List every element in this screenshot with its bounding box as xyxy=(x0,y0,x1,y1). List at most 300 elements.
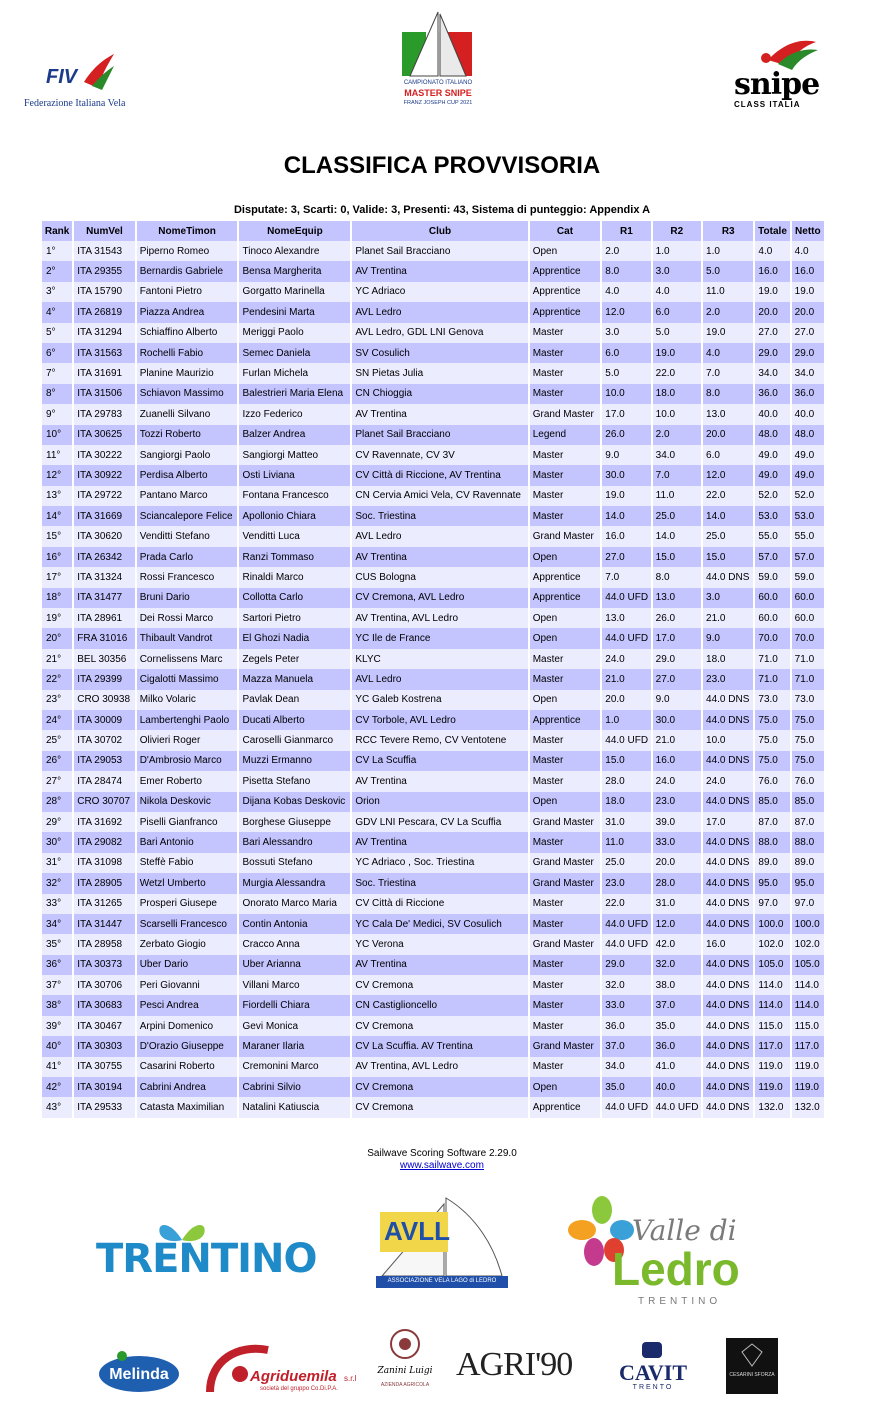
table-row xyxy=(42,751,824,771)
cell-cat: Master xyxy=(530,730,601,750)
cell-cat: Master xyxy=(530,323,601,343)
cell-totale: 119.0 xyxy=(755,1057,789,1077)
cell-netto: 117.0 xyxy=(792,1036,824,1056)
cell-netto: 53.0 xyxy=(792,506,824,526)
cell-r3: 44.0 DNS xyxy=(703,751,753,771)
cell-club: CV La Scuffia xyxy=(352,751,527,771)
cell-nometimon: Perdisa Alberto xyxy=(137,465,238,485)
table-row xyxy=(42,873,824,893)
cell-nometimon: D'Orazio Giuseppe xyxy=(137,1036,238,1056)
cell-r3: 6.0 xyxy=(703,445,753,465)
cell-r3: 15.0 xyxy=(703,547,753,567)
cell-nomeequip: Ranzi Tommaso xyxy=(239,547,350,567)
cell-totale: 60.0 xyxy=(755,588,789,608)
cell-r3: 24.0 xyxy=(703,771,753,791)
cell-netto: 19.0 xyxy=(792,282,824,302)
cell-r1: 35.0 xyxy=(602,1077,650,1097)
cell-club: YC Adriaco xyxy=(352,282,527,302)
cell-cat: Master xyxy=(530,445,601,465)
cell-netto: 85.0 xyxy=(792,792,824,812)
cell-nometimon: Bruni Dario xyxy=(137,588,238,608)
cell-nometimon: Prosperi Giusepe xyxy=(137,894,238,914)
cell-netto: 87.0 xyxy=(792,812,824,832)
cell-totale: 85.0 xyxy=(755,792,789,812)
table-row xyxy=(42,506,824,526)
snipe-logo xyxy=(728,36,852,112)
cell-cat: Master xyxy=(530,486,601,506)
sforza-logo xyxy=(726,1338,778,1394)
cell-numvel: ITA 30620 xyxy=(74,526,134,546)
cell-club: AV Trentina xyxy=(352,404,527,424)
cell-totale: 19.0 xyxy=(755,282,789,302)
cell-r2: 15.0 xyxy=(653,547,701,567)
cell-r2: 3.0 xyxy=(653,261,701,281)
cell-r1: 4.0 xyxy=(602,282,650,302)
cell-netto: 100.0 xyxy=(792,914,824,934)
cell-totale: 88.0 xyxy=(755,832,789,852)
cell-nomeequip: Fiordelli Chiara xyxy=(239,995,350,1015)
cell-rank: 30° xyxy=(42,832,72,852)
cell-rank: 25° xyxy=(42,730,72,750)
cell-club: CV Città di Riccione xyxy=(352,894,527,914)
cell-cat: Master xyxy=(530,343,601,363)
zanini-word: Zanini Luigi xyxy=(377,1366,433,1376)
cell-nometimon: Pesci Andrea xyxy=(137,995,238,1015)
cell-rank: 18° xyxy=(42,588,72,608)
cell-numvel: CRO 30707 xyxy=(74,792,134,812)
cell-netto: 57.0 xyxy=(792,547,824,567)
cell-club: CV Città di Riccione, AV Trentina xyxy=(352,465,527,485)
cell-club: AV Trentina xyxy=(352,547,527,567)
cell-r3: 25.0 xyxy=(703,526,753,546)
cell-rank: 2° xyxy=(42,261,72,281)
cell-netto: 71.0 xyxy=(792,669,824,689)
cell-nomeequip: Venditti Luca xyxy=(239,526,350,546)
snipe-logo-sub: CLASS ITALIA xyxy=(734,100,801,109)
cell-cat: Open xyxy=(530,547,601,567)
cell-r1: 28.0 xyxy=(602,771,650,791)
cell-totale: 89.0 xyxy=(755,853,789,873)
cell-nometimon: Tozzi Roberto xyxy=(137,425,238,445)
cell-cat: Master xyxy=(530,1016,601,1036)
cell-cat: Apprentice xyxy=(530,567,601,587)
cell-club: CV Cremona xyxy=(352,1097,527,1117)
table-row xyxy=(42,404,824,424)
cell-nomeequip: Bensa Margherita xyxy=(239,261,350,281)
cell-r3: 2.0 xyxy=(703,302,753,322)
cell-r3: 3.0 xyxy=(703,588,753,608)
melinda-logo xyxy=(98,1350,180,1394)
cell-nometimon: Arpini Domenico xyxy=(137,1016,238,1036)
table-row xyxy=(42,302,824,322)
cell-cat: Apprentice xyxy=(530,282,601,302)
cell-totale: 119.0 xyxy=(755,1077,789,1097)
results-table xyxy=(40,221,826,1118)
cell-numvel: ITA 30303 xyxy=(74,1036,134,1056)
cell-club: CN Cervia Amici Vela, CV Ravennate xyxy=(352,486,527,506)
cell-r1: 19.0 xyxy=(602,486,650,506)
cell-cat: Master xyxy=(530,914,601,934)
cell-club: RCC Tevere Remo, CV Ventotene xyxy=(352,730,527,750)
cell-r2: 24.0 xyxy=(653,771,701,791)
cell-nomeequip: Ducati Alberto xyxy=(239,710,350,730)
cell-totale: 34.0 xyxy=(755,363,789,383)
table-row xyxy=(42,425,824,445)
cell-r3: 9.0 xyxy=(703,628,753,648)
cell-cat: Grand Master xyxy=(530,853,601,873)
cell-numvel: ITA 28958 xyxy=(74,934,134,954)
cell-totale: 4.0 xyxy=(755,241,789,261)
cell-nomeequip: Bari Alessandro xyxy=(239,832,350,852)
cell-cat: Grand Master xyxy=(530,873,601,893)
valle-di-ledro-logo xyxy=(566,1196,776,1312)
table-row xyxy=(42,1057,824,1077)
cell-club: CV Cremona xyxy=(352,1077,527,1097)
cell-totale: 71.0 xyxy=(755,649,789,669)
cell-numvel: ITA 15790 xyxy=(74,282,134,302)
cell-netto: 95.0 xyxy=(792,873,824,893)
cell-r2: 10.0 xyxy=(653,404,701,424)
cell-r3: 44.0 DNS xyxy=(703,1057,753,1077)
cell-cat: Apprentice xyxy=(530,1097,601,1117)
cell-netto: 52.0 xyxy=(792,486,824,506)
cell-r3: 44.0 DNS xyxy=(703,853,753,873)
event-logo-line-1: CAMPIONATO ITALIANO xyxy=(403,80,473,86)
cell-rank: 35° xyxy=(42,934,72,954)
table-row xyxy=(42,975,824,995)
cell-totale: 76.0 xyxy=(755,771,789,791)
cell-r3: 19.0 xyxy=(703,323,753,343)
cell-totale: 29.0 xyxy=(755,343,789,363)
cell-rank: 23° xyxy=(42,690,72,710)
fiv-name: Federazione Italiana Vela xyxy=(24,98,126,109)
cell-r2: 33.0 xyxy=(653,832,701,852)
cell-cat: Open xyxy=(530,608,601,628)
table-row xyxy=(42,547,824,567)
cell-r1: 44.0 UFD xyxy=(602,934,650,954)
cell-r3: 8.0 xyxy=(703,384,753,404)
cell-club: AV Trentina xyxy=(352,832,527,852)
cell-cat: Grand Master xyxy=(530,934,601,954)
table-row xyxy=(42,526,824,546)
table-row xyxy=(42,1097,824,1117)
cell-numvel: ITA 28905 xyxy=(74,873,134,893)
cell-rank: 14° xyxy=(42,506,72,526)
cell-r3: 44.0 DNS xyxy=(703,832,753,852)
cell-cat: Master xyxy=(530,506,601,526)
cell-numvel: ITA 29355 xyxy=(74,261,134,281)
cell-nomeequip: Onorato Marco Maria xyxy=(239,894,350,914)
cell-cat: Open xyxy=(530,792,601,812)
cell-club: CUS Bologna xyxy=(352,567,527,587)
table-row xyxy=(42,445,824,465)
cell-cat: Grand Master xyxy=(530,812,601,832)
cell-r3: 1.0 xyxy=(703,241,753,261)
cell-r1: 37.0 xyxy=(602,1036,650,1056)
cell-r3: 12.0 xyxy=(703,465,753,485)
cell-nometimon: Cigalotti Massimo xyxy=(137,669,238,689)
cell-r3: 44.0 DNS xyxy=(703,567,753,587)
table-row xyxy=(42,792,824,812)
cell-r3: 44.0 DNS xyxy=(703,1016,753,1036)
cell-rank: 15° xyxy=(42,526,72,546)
cell-numvel: ITA 26342 xyxy=(74,547,134,567)
table-row xyxy=(42,588,824,608)
cell-numvel: ITA 31477 xyxy=(74,588,134,608)
cell-numvel: ITA 30922 xyxy=(74,465,134,485)
cell-netto: 88.0 xyxy=(792,832,824,852)
cell-r3: 44.0 DNS xyxy=(703,955,753,975)
cell-totale: 75.0 xyxy=(755,730,789,750)
cell-netto: 4.0 xyxy=(792,241,824,261)
cell-r1: 10.0 xyxy=(602,384,650,404)
agri90-word: AGRI'90 xyxy=(456,1346,573,1383)
cell-nometimon: Fantoni Pietro xyxy=(137,282,238,302)
cell-totale: 40.0 xyxy=(755,404,789,424)
event-logo xyxy=(392,10,484,114)
cell-cat: Master xyxy=(530,669,601,689)
cell-numvel: ITA 30755 xyxy=(74,1057,134,1077)
snipe-logo-word: snipe xyxy=(734,67,820,102)
cell-r1: 30.0 xyxy=(602,465,650,485)
cell-totale: 27.0 xyxy=(755,323,789,343)
cell-club: AVL Ledro xyxy=(352,669,527,689)
cell-cat: Master xyxy=(530,975,601,995)
cell-numvel: ITA 31669 xyxy=(74,506,134,526)
cell-r3: 44.0 DNS xyxy=(703,1077,753,1097)
cell-totale: 102.0 xyxy=(755,934,789,954)
cell-rank: 42° xyxy=(42,1077,72,1097)
cell-r1: 13.0 xyxy=(602,608,650,628)
cell-club: YC Verona xyxy=(352,934,527,954)
cell-r3: 44.0 DNS xyxy=(703,710,753,730)
cell-club: CN Castiglioncello xyxy=(352,995,527,1015)
cell-club: Planet Sail Bracciano xyxy=(352,241,527,261)
zanini-logo xyxy=(374,1326,436,1400)
cell-nometimon: Thibault Vandrot xyxy=(137,628,238,648)
agri90-logo xyxy=(456,1340,582,1390)
cell-nometimon: Wetzl Umberto xyxy=(137,873,238,893)
cell-totale: 16.0 xyxy=(755,261,789,281)
cell-totale: 95.0 xyxy=(755,873,789,893)
cell-numvel: ITA 29053 xyxy=(74,751,134,771)
cell-r3: 44.0 DNS xyxy=(703,792,753,812)
col-header-rank: Rank xyxy=(42,221,72,241)
cell-numvel: FRA 31016 xyxy=(74,628,134,648)
race-summary: Disputate: 3, Scarti: 0, Valide: 3, Presenti: 43, Sistema di punteggio: Appendix A xyxy=(233,204,651,216)
cell-netto: 34.0 xyxy=(792,363,824,383)
cell-nomeequip: Izzo Federico xyxy=(239,404,350,424)
cell-r1: 22.0 xyxy=(602,894,650,914)
cell-nomeequip: Balestrieri Maria Elena xyxy=(239,384,350,404)
cell-r2: 29.0 xyxy=(653,649,701,669)
cell-netto: 75.0 xyxy=(792,730,824,750)
cell-nometimon: Bernardis Gabriele xyxy=(137,261,238,281)
cell-numvel: ITA 30625 xyxy=(74,425,134,445)
cell-nometimon: Nikola Deskovic xyxy=(137,792,238,812)
avl-word: AVLL xyxy=(384,1216,450,1246)
cell-r1: 16.0 xyxy=(602,526,650,546)
cell-rank: 9° xyxy=(42,404,72,424)
sforza-word: CESARINI SFORZA xyxy=(729,1372,775,1378)
cell-rank: 39° xyxy=(42,1016,72,1036)
cell-rank: 17° xyxy=(42,567,72,587)
table-row xyxy=(42,1077,824,1097)
sforza-crest-icon xyxy=(726,1340,778,1370)
sail-icon xyxy=(392,10,484,114)
cell-nomeequip: Murgia Alessandra xyxy=(239,873,350,893)
sailwave-link[interactable]: www.sailwave.com xyxy=(400,1160,484,1171)
cell-numvel: ITA 30194 xyxy=(74,1077,134,1097)
cell-r1: 23.0 xyxy=(602,873,650,893)
col-header-netto: Netto xyxy=(792,221,824,241)
valle-line3: TRENTINO xyxy=(638,1296,722,1307)
agriduemila-suffix: s.r.l xyxy=(344,1374,357,1383)
agriduemila-sub: società del gruppo Co.Di.P.A. xyxy=(260,1386,338,1392)
cell-netto: 60.0 xyxy=(792,608,824,628)
cell-r2: 36.0 xyxy=(653,1036,701,1056)
cell-numvel: ITA 28961 xyxy=(74,608,134,628)
cell-numvel: ITA 31447 xyxy=(74,914,134,934)
cell-r2: 27.0 xyxy=(653,669,701,689)
cell-r2: 1.0 xyxy=(653,241,701,261)
cell-rank: 34° xyxy=(42,914,72,934)
zanini-seal-icon xyxy=(374,1326,436,1366)
cell-r3: 20.0 xyxy=(703,425,753,445)
cell-club: KLYC xyxy=(352,649,527,669)
cell-nomeequip: Uber Arianna xyxy=(239,955,350,975)
cell-cat: Master xyxy=(530,955,601,975)
cell-r3: 44.0 DNS xyxy=(703,914,753,934)
cell-r2: 8.0 xyxy=(653,567,701,587)
cell-r2: 26.0 xyxy=(653,608,701,628)
table-row xyxy=(42,995,824,1015)
cell-nometimon: Rochelli Fabio xyxy=(137,343,238,363)
cell-nomeequip: Bossuti Stefano xyxy=(239,853,350,873)
cell-nomeequip: Borghese Giuseppe xyxy=(239,812,350,832)
cell-nomeequip: Tinoco Alexandre xyxy=(239,241,350,261)
cell-netto: 71.0 xyxy=(792,649,824,669)
cell-r3: 18.0 xyxy=(703,649,753,669)
cell-cat: Grand Master xyxy=(530,526,601,546)
cell-r1: 15.0 xyxy=(602,751,650,771)
cell-r2: 34.0 xyxy=(653,445,701,465)
table-row xyxy=(42,771,824,791)
table-row xyxy=(42,832,824,852)
cell-nomeequip: Furlan Michela xyxy=(239,363,350,383)
cell-nometimon: Sciancalepore Felice xyxy=(137,506,238,526)
cell-rank: 41° xyxy=(42,1057,72,1077)
agriduemila-logo xyxy=(204,1340,364,1396)
valle-line2: Ledro xyxy=(612,1243,740,1295)
table-row xyxy=(42,343,824,363)
cell-cat: Grand Master xyxy=(530,1036,601,1056)
cell-cat: Master xyxy=(530,995,601,1015)
cell-rank: 20° xyxy=(42,628,72,648)
col-header-club: Club xyxy=(352,221,527,241)
melinda-word: Melinda xyxy=(109,1366,169,1383)
table-row xyxy=(42,363,824,383)
cell-netto: 119.0 xyxy=(792,1057,824,1077)
cell-nometimon: Cabrini Andrea xyxy=(137,1077,238,1097)
cell-r3: 44.0 DNS xyxy=(703,690,753,710)
cell-totale: 115.0 xyxy=(755,1016,789,1036)
cell-rank: 5° xyxy=(42,323,72,343)
cell-rank: 28° xyxy=(42,792,72,812)
cell-r2: 9.0 xyxy=(653,690,701,710)
cell-numvel: ITA 29722 xyxy=(74,486,134,506)
cell-netto: 16.0 xyxy=(792,261,824,281)
cell-nometimon: Sangiorgi Paolo xyxy=(137,445,238,465)
cell-club: AVL Ledro, GDL LNI Genova xyxy=(352,323,527,343)
cell-r1: 7.0 xyxy=(602,567,650,587)
cell-nomeequip: Apollonio Chiara xyxy=(239,506,350,526)
table-row xyxy=(42,894,824,914)
cell-totale: 48.0 xyxy=(755,425,789,445)
cell-totale: 114.0 xyxy=(755,995,789,1015)
event-logo-line-3: FRANZ JOSEPH CUP 2021 xyxy=(403,100,473,106)
cell-totale: 117.0 xyxy=(755,1036,789,1056)
cell-totale: 73.0 xyxy=(755,690,789,710)
cell-r2: 42.0 xyxy=(653,934,701,954)
fiv-mark: FIV xyxy=(46,66,78,88)
cell-rank: 16° xyxy=(42,547,72,567)
table-row xyxy=(42,934,824,954)
cell-r3: 44.0 DNS xyxy=(703,995,753,1015)
cell-netto: 73.0 xyxy=(792,690,824,710)
cell-r2: 4.0 xyxy=(653,282,701,302)
cell-nometimon: Planine Maurizio xyxy=(137,363,238,383)
cell-rank: 26° xyxy=(42,751,72,771)
cell-numvel: CRO 30938 xyxy=(74,690,134,710)
col-header-totale: Totale xyxy=(755,221,789,241)
cell-nometimon: Olivieri Roger xyxy=(137,730,238,750)
table-row xyxy=(42,282,824,302)
cell-nometimon: Prada Carlo xyxy=(137,547,238,567)
table-row xyxy=(42,1036,824,1056)
cell-r3: 44.0 DNS xyxy=(703,1097,753,1117)
cell-club: Soc. Triestina xyxy=(352,506,527,526)
cell-netto: 75.0 xyxy=(792,710,824,730)
cell-r3: 44.0 DNS xyxy=(703,894,753,914)
table-row xyxy=(42,710,824,730)
cell-nometimon: D'Ambrosio Marco xyxy=(137,751,238,771)
table-row xyxy=(42,649,824,669)
cell-totale: 71.0 xyxy=(755,669,789,689)
cell-nomeequip: Gevi Monica xyxy=(239,1016,350,1036)
cell-rank: 12° xyxy=(42,465,72,485)
cell-rank: 13° xyxy=(42,486,72,506)
cell-nomeequip: Dijana Kobas Deskovic xyxy=(239,792,350,812)
table-row xyxy=(42,955,824,975)
cell-r2: 18.0 xyxy=(653,384,701,404)
col-header-nomeequip: NomeEquip xyxy=(239,221,350,241)
cell-r1: 2.0 xyxy=(602,241,650,261)
cell-totale: 100.0 xyxy=(755,914,789,934)
cell-cat: Master xyxy=(530,1057,601,1077)
cell-r1: 33.0 xyxy=(602,995,650,1015)
cell-totale: 60.0 xyxy=(755,608,789,628)
cell-totale: 59.0 xyxy=(755,567,789,587)
cell-netto: 102.0 xyxy=(792,934,824,954)
cell-netto: 59.0 xyxy=(792,567,824,587)
cell-nometimon: Cornelissens Marc xyxy=(137,649,238,669)
cell-nometimon: Pantano Marco xyxy=(137,486,238,506)
cell-numvel: ITA 30702 xyxy=(74,730,134,750)
cell-numvel: ITA 29399 xyxy=(74,669,134,689)
cell-nometimon: Rossi Francesco xyxy=(137,567,238,587)
cell-club: YC Cala De' Medici, SV Cosulich xyxy=(352,914,527,934)
